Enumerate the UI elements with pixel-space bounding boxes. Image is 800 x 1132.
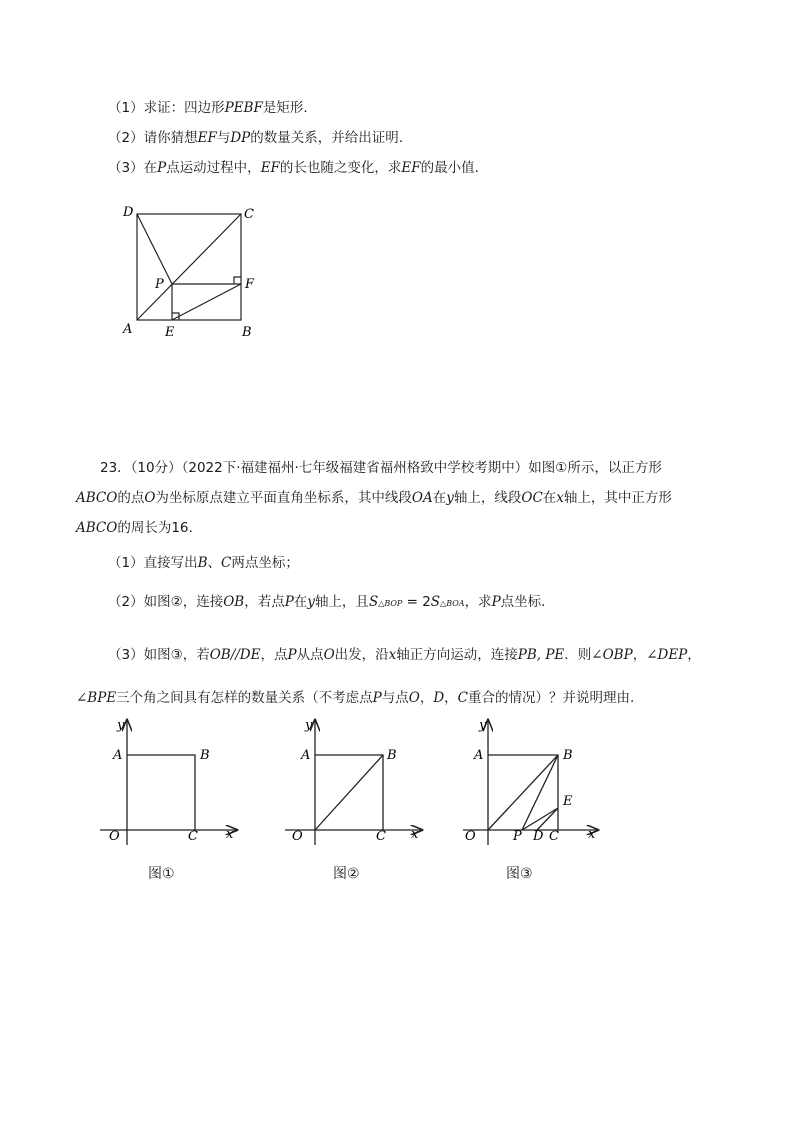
label-a: A — [123, 322, 133, 337]
label-a: A — [301, 748, 311, 763]
q23-sub3-cont: ∠BPE三个角之间具有怎样的数量关系（不考虑点P与点O，D，C重合的情况）？并说明理由. — [76, 690, 635, 706]
figure-3 — [458, 715, 608, 850]
label-p: P — [513, 829, 522, 844]
caption-fig2: 图② — [333, 866, 360, 882]
q23-sub1: （1）直接写出B、C两点坐标； — [108, 555, 299, 571]
label-x: x — [411, 827, 419, 842]
figure-1 — [95, 715, 255, 850]
segment-ob — [315, 755, 383, 830]
label-b: B — [387, 748, 397, 763]
segment-ef — [172, 284, 241, 320]
label-e: E — [165, 325, 175, 340]
q23-sub2: （2）如图②，连接OB，若点P在y轴上，且S△BOP = 2S△BOA，求P点坐标. — [108, 594, 546, 610]
label-y: y — [305, 718, 313, 733]
q22-part1: （1）求证：四边形PEBF是矩形. — [108, 100, 308, 116]
figure-2 — [280, 715, 440, 850]
segment-dp — [137, 214, 172, 284]
label-o: O — [109, 829, 120, 844]
square-abco — [127, 755, 195, 830]
label-c: C — [376, 829, 386, 844]
square-figure — [115, 200, 265, 345]
label-y: y — [117, 718, 125, 733]
label-e: E — [563, 794, 573, 809]
q23-header: 23．（10分）（2022下·福建福州·七年级福建省福州格致中学校考期中）如图①所示，以正方形 — [100, 460, 662, 476]
q23-sub3: （3）如图③，若OB//DE，点P从点O出发，沿x轴正方向运动，连接PB, PE．则∠OBP，∠DEP， — [108, 647, 701, 663]
caption-fig1: 图① — [148, 866, 175, 882]
right-angle-f — [234, 277, 241, 284]
label-o: O — [465, 829, 476, 844]
label-c: C — [244, 207, 254, 222]
label-d: D — [533, 829, 544, 844]
label-d: D — [123, 205, 134, 220]
label-a: A — [474, 748, 484, 763]
diagonal-ac — [137, 214, 241, 320]
label-b: B — [242, 325, 252, 340]
q23-line3: ABCO的周长为16. — [76, 520, 193, 536]
q22-part3: （3）在P点运动过程中，EF的长也随之变化，求EF的最小值. — [108, 160, 479, 176]
label-x: x — [226, 827, 234, 842]
label-c: C — [188, 829, 198, 844]
label-b: B — [563, 748, 573, 763]
q23-line2: ABCO的点O为坐标原点建立平面直角坐标系，其中线段OA在y轴上，线段OC在x轴上，其中正方形 — [76, 490, 672, 506]
label-o: O — [292, 829, 303, 844]
label-x: x — [588, 827, 596, 842]
label-c: C — [549, 829, 559, 844]
q22-part2: （2）请你猜想EF与DP的数量关系，并给出证明. — [108, 130, 404, 146]
caption-fig3: 图③ — [506, 866, 533, 882]
label-p: P — [155, 277, 164, 292]
label-b: B — [200, 748, 210, 763]
label-y: y — [479, 718, 487, 733]
label-a: A — [113, 748, 123, 763]
label-f: F — [245, 277, 255, 292]
area-equation: S△BOP = 2S△BOA — [368, 594, 465, 610]
